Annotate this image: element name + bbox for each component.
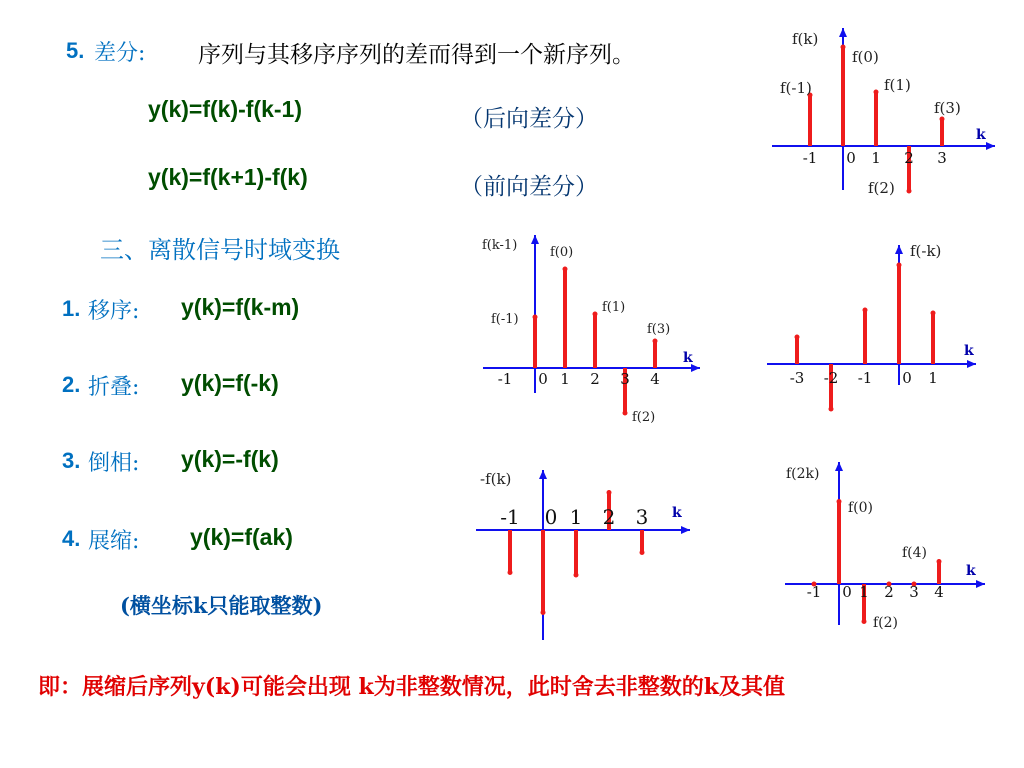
chart-4-x-label: k	[966, 563, 976, 579]
chart-1-point-2	[593, 312, 598, 317]
chart-0-annotation-3: f(2)	[868, 179, 895, 197]
chart-2-x-label: k	[964, 343, 974, 359]
chart-4-point-5	[937, 559, 942, 564]
chart-1-tick-3: 2	[590, 370, 600, 388]
chart-3-x-label: k	[672, 505, 682, 521]
chart-0-tick-4: 3	[937, 149, 947, 167]
chart-0-annotation-4: f(3)	[934, 99, 961, 117]
chart-1-annotation-2: f(1)	[602, 300, 626, 315]
chart-3-tick-4: 3	[635, 505, 649, 529]
chart-1-y-label: f(k-1)	[482, 238, 518, 253]
chart-0-annotation-1: f(0)	[852, 48, 879, 66]
chart-1-y-arrow	[531, 235, 539, 244]
transform-2-number: 2.	[62, 372, 81, 397]
chart-2-point-1	[829, 407, 834, 412]
chart-1-tick-4: 3	[620, 370, 630, 388]
transform-4-label: 展缩:	[88, 529, 140, 554]
transform-4-number: 4.	[62, 526, 81, 551]
transform-3-number: 3.	[62, 448, 81, 473]
chart-2-y-label: f(-k)	[910, 242, 942, 260]
chart-0-point-4	[940, 117, 945, 122]
chart-0-tick-0: -1	[802, 149, 818, 167]
chart-2-tick-0: -3	[789, 369, 805, 387]
chart-2-point-2	[863, 308, 868, 313]
chart-1-point-1	[563, 267, 568, 272]
chart-3-point-1	[541, 610, 546, 615]
chart-4-y-label: f(2k)	[786, 466, 820, 482]
transform-4-formula: y(k)=f(ak)	[190, 524, 293, 550]
chart-2-point-4	[931, 311, 936, 316]
diff-label: 差分:	[94, 41, 146, 66]
chart-0-y-label: f(k)	[792, 30, 819, 48]
chart-0-point-3	[907, 189, 912, 194]
chart-4-tick-4: 3	[909, 583, 919, 601]
chart-4-tick-1: 0	[842, 583, 852, 601]
chart-2-point-3	[897, 263, 902, 268]
chart-2-x-arrow	[967, 360, 976, 368]
chart-4-annotation-1: f(4)	[902, 545, 928, 561]
transform-2-label: 折叠:	[88, 375, 140, 400]
chart-0-tick-2: 1	[871, 149, 881, 167]
chart-2-tick-2: -1	[857, 369, 873, 387]
forward-diff-formula: y(k)=f(k+1)-f(k)	[148, 164, 308, 190]
chart-0-point-2	[874, 90, 879, 95]
chart-2-tick-1: -2	[823, 369, 839, 387]
chart-3-tick-0: -1	[500, 505, 520, 529]
chart-4-tick-3: 2	[884, 583, 894, 601]
chart-0-tick-3: 2	[904, 149, 914, 167]
chart-3-tick-3: 2	[602, 505, 616, 529]
chart-1-x-label: k	[683, 350, 693, 366]
chart-3-point-0	[508, 570, 513, 575]
chart-3-point-4	[640, 550, 645, 555]
chart-3-point-3	[607, 490, 612, 495]
chart-4-tick-0: -1	[806, 583, 822, 601]
chart-3-y-label: -f(k)	[480, 470, 512, 488]
backward-diff-formula: y(k)=f(k)-f(k-1)	[148, 96, 302, 122]
chart-1-tick-2: 1	[560, 370, 570, 388]
chart-3-x-arrow	[681, 526, 690, 534]
footer-note: 即：展缩后序列y(k)可能会出现 k为非整数情况，此时舍去非整数的k及其值	[38, 674, 785, 700]
chart-0-tick-1: 0	[846, 149, 856, 167]
chart-1-point-3	[623, 411, 628, 416]
chart-1-annotation-1: f(0)	[550, 245, 574, 260]
integer-note: (横坐标k只能取整数)	[120, 593, 323, 618]
transform-1-formula: y(k)=f(k-m)	[181, 294, 300, 320]
chart-3-y-arrow	[539, 470, 547, 479]
chart-3-point-2	[574, 573, 579, 578]
transform-3-formula: y(k)=-f(k)	[181, 446, 279, 472]
chart-1-point-4	[653, 339, 658, 344]
chart-1-annotation-3: f(2)	[632, 410, 656, 425]
transform-1-label: 移序:	[88, 299, 140, 324]
chart-1-tick-1: 0	[538, 370, 548, 388]
transform-2-formula: y(k)=f(-k)	[181, 370, 279, 396]
chart-4-point-2	[862, 619, 867, 624]
transform-1-number: 1.	[62, 296, 81, 321]
chart-4-tick-5: 4	[934, 583, 944, 601]
chart-4-x-arrow	[976, 580, 985, 588]
chart-0-x-label: k	[976, 127, 986, 143]
chart-1-tick-5: 4	[650, 370, 660, 388]
forward-diff-note: （前向差分）	[460, 174, 598, 200]
chart-4-annotation-0: f(0)	[848, 500, 874, 516]
transform-3-label: 倒相:	[88, 451, 140, 476]
chart-2-point-0	[795, 335, 800, 340]
chart-1-tick-0: -1	[497, 370, 513, 388]
chart-0-annotation-0: f(-1)	[780, 79, 812, 97]
chart-2-tick-4: 1	[928, 369, 938, 387]
chart-0-point-1	[841, 45, 846, 50]
chart-3-tick-2: 1	[569, 505, 583, 529]
chart-0-annotation-2: f(1)	[884, 76, 911, 94]
chart-4-point-1	[837, 499, 842, 504]
chart-3-tick-1: 0	[544, 505, 558, 529]
chart-1-annotation-4: f(3)	[647, 322, 671, 337]
chart-2-tick-3: 0	[902, 369, 912, 387]
chart-4-y-arrow	[835, 462, 843, 471]
chart-4-tick-2: 1	[859, 583, 869, 601]
section-title: 三、离散信号时域变换	[100, 236, 340, 264]
diff-number: 5.	[66, 38, 85, 63]
chart-0-y-arrow	[839, 28, 847, 37]
chart-1-annotation-0: f(-1)	[491, 312, 519, 327]
chart-4-annotation-2: f(2)	[873, 615, 899, 631]
chart-2-y-arrow	[895, 245, 903, 254]
chart-0-x-arrow	[986, 142, 995, 150]
backward-diff-note: （后向差分）	[460, 106, 598, 132]
chart-1-point-0	[533, 315, 538, 320]
diff-description: 序列与其移序序列的差而得到一个新序列。	[198, 42, 635, 68]
